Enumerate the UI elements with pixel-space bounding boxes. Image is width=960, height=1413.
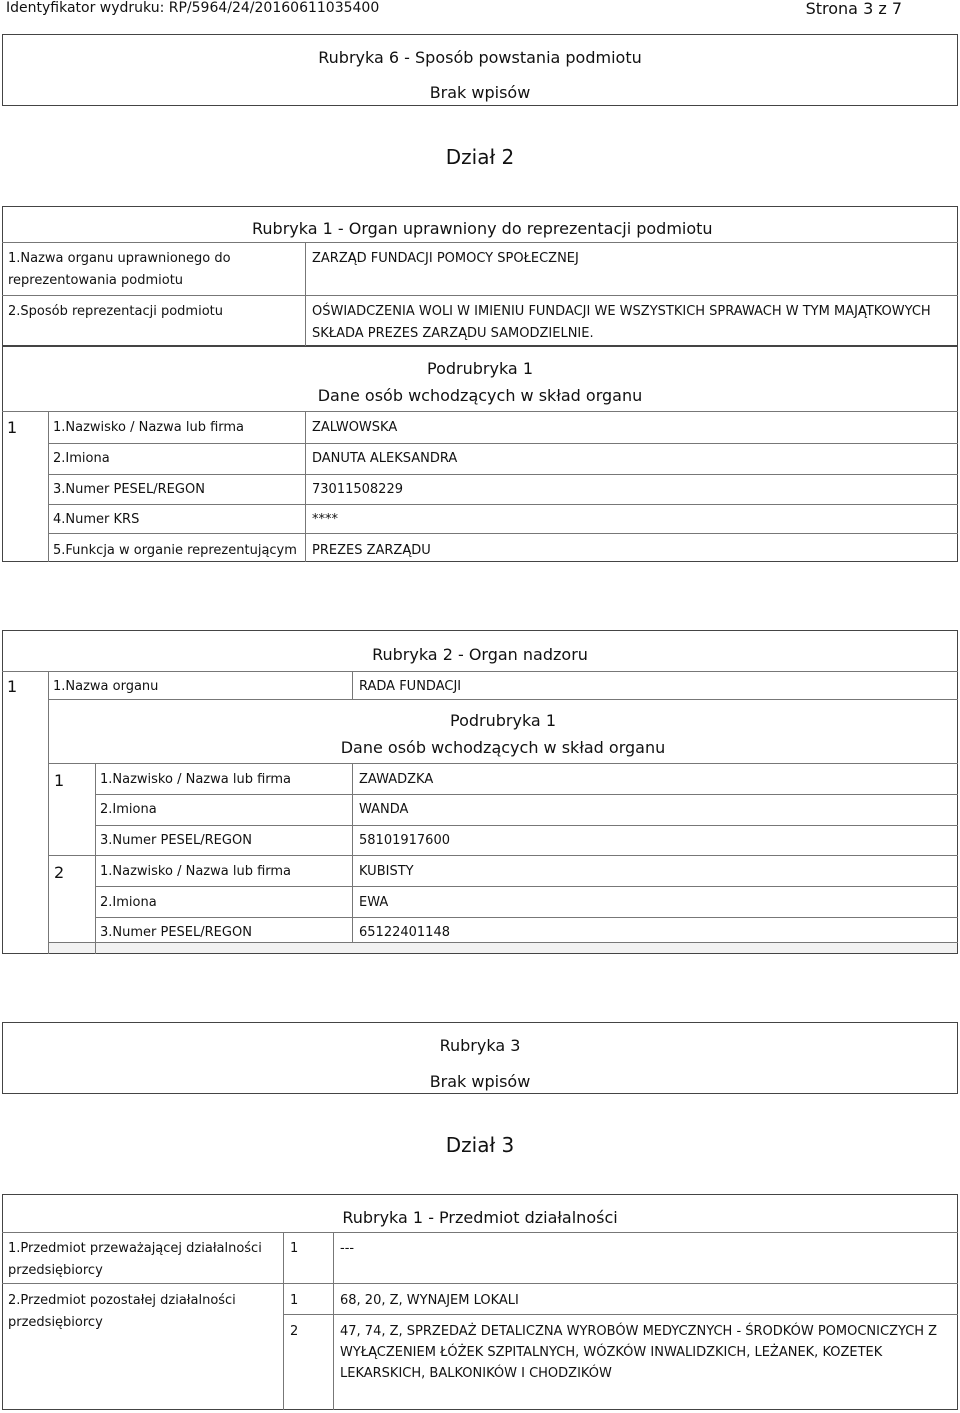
podrubryka-zarzad-subtitle: Dane osób wchodzących w skład organu	[317, 386, 643, 405]
member-surname-value: KUBISTY	[359, 864, 414, 879]
rubryka6-section	[2, 34, 958, 106]
podrubryka-nadzor-subtitle: Dane osób wchodzących w skład organu	[340, 738, 666, 757]
member-surname-value: ZAWADZKA	[359, 772, 434, 787]
first-names-label: 2.Imiona	[53, 451, 110, 466]
supervisory-name-label: 1.Nazwa organu	[53, 679, 159, 694]
przedmiot-dzialalnosci-title: Rubryka 1 - Przedmiot działalności	[342, 1208, 618, 1227]
member-pesel-label: 3.Numer PESEL/REGON	[100, 925, 252, 940]
rubryka3-section	[2, 1022, 958, 1094]
print-identifier: Identyfikator wydruku: RP/5964/24/20160611035400	[6, 0, 380, 16]
other-activity-value: 47, 74, Z, SPRZEDAŻ DETALICZNA WYROBÓW MEDYCZNYCH - ŚRODKÓW POMOCNICZYCH Z	[340, 1324, 938, 1339]
surname-label: 1.Nazwisko / Nazwa lub firma	[53, 420, 245, 435]
main-activity-index: 1	[290, 1241, 299, 1256]
organ-name-label: 1.Nazwa organu uprawnionego do	[8, 251, 231, 266]
member-first-names-value: EWA	[359, 895, 389, 910]
member-surname-label: 1.Nazwisko / Nazwa lub firma	[100, 864, 292, 879]
main-activity-value: ---	[340, 1241, 355, 1256]
organ-reprezentacji-title: Rubryka 1 - Organ uprawniony do reprezentacji podmiotu	[252, 219, 713, 238]
rubryka6-title: Rubryka 6 - Sposób powstania podmiotu	[318, 48, 642, 67]
rubryka3-title: Rubryka 3	[439, 1036, 521, 1055]
member-first-names-value: WANDA	[359, 802, 409, 817]
podrubryka-nadzor-title: Podrubryka 1	[450, 711, 556, 730]
organ-nadzoru-title: Rubryka 2 - Organ nadzoru	[372, 645, 588, 664]
rubryka3-value: Brak wpisów	[429, 1072, 531, 1091]
representation-method-value: OŚWIADCZENIA WOLI W IMIENIU FUNDACJI WE WSZYSTKICH SPRAWACH W TYM MAJĄTKOWYCH	[312, 304, 931, 319]
member-first-names-label: 2.Imiona	[100, 895, 157, 910]
other-activity-label-cont: przedsiębiorcy	[8, 1315, 103, 1330]
member-pesel-label: 3.Numer PESEL/REGON	[100, 833, 252, 848]
rubryka6-value: Brak wpisów	[429, 83, 531, 102]
person-index: 1	[7, 418, 18, 437]
supervisory-name-value: RADA FUNDACJI	[359, 679, 462, 694]
podrubryka-zarzad	[2, 346, 958, 562]
other-activity-index: 1	[290, 1293, 299, 1308]
pesel-value: 73011508229	[312, 482, 403, 497]
member-index: 1	[54, 771, 65, 790]
member-first-names-label: 2.Imiona	[100, 802, 157, 817]
other-activity-label: 2.Przedmiot pozostałej działalności	[8, 1293, 236, 1308]
organ-name-value: ZARZĄD FUNDACJI POMOCY SPOŁECZNEJ	[312, 251, 579, 266]
other-activity-index: 2	[290, 1324, 299, 1339]
main-activity-label-cont: przedsiębiorcy	[8, 1263, 103, 1278]
function-label: 5.Funkcja w organie reprezentującym	[53, 543, 297, 558]
function-value: PREZES ZARZĄDU	[312, 543, 431, 558]
krs-label: 4.Numer KRS	[53, 512, 140, 527]
surname-value: ZALWOWSKA	[312, 420, 398, 435]
member-surname-label: 1.Nazwisko / Nazwa lub firma	[100, 772, 292, 787]
organ-name-label-cont: reprezentowania podmiotu	[8, 273, 184, 288]
main-activity-label: 1.Przedmiot przeważającej działalności	[8, 1241, 262, 1256]
organ-index: 1	[7, 677, 18, 696]
other-activity-value: 68, 20, Z, WYNAJEM LOKALI	[340, 1293, 519, 1308]
representation-method-label: 2.Sposób reprezentacji podmiotu	[8, 304, 223, 319]
pesel-label: 3.Numer PESEL/REGON	[53, 482, 205, 497]
dzial3-title: Dział 3	[445, 1133, 515, 1157]
other-activity-value-cont: WYŁĄCZENIEM ŁÓŻEK SZPITALNYCH, WÓZKÓW INWALIDZKICH, LEŻANEK, KOZETEK	[340, 1345, 883, 1360]
krs-value: ****	[312, 512, 338, 527]
first-names-value: DANUTA ALEKSANDRA	[312, 451, 458, 466]
member-pesel-value: 65122401148	[359, 925, 450, 940]
dzial2-title: Dział 2	[445, 145, 515, 169]
member-index: 2	[54, 863, 65, 882]
member-pesel-value: 58101917600	[359, 833, 450, 848]
representation-method-value-cont: SKŁADA PREZES ZARZĄDU SAMODZIELNIE.	[312, 326, 594, 341]
podrubryka-zarzad-title: Podrubryka 1	[427, 359, 533, 378]
other-activity-value-cont: LEKARSKICH, BALKONIKÓW I CHODZIKÓW	[340, 1366, 612, 1381]
page-number: Strona 3 z 7	[805, 0, 902, 18]
